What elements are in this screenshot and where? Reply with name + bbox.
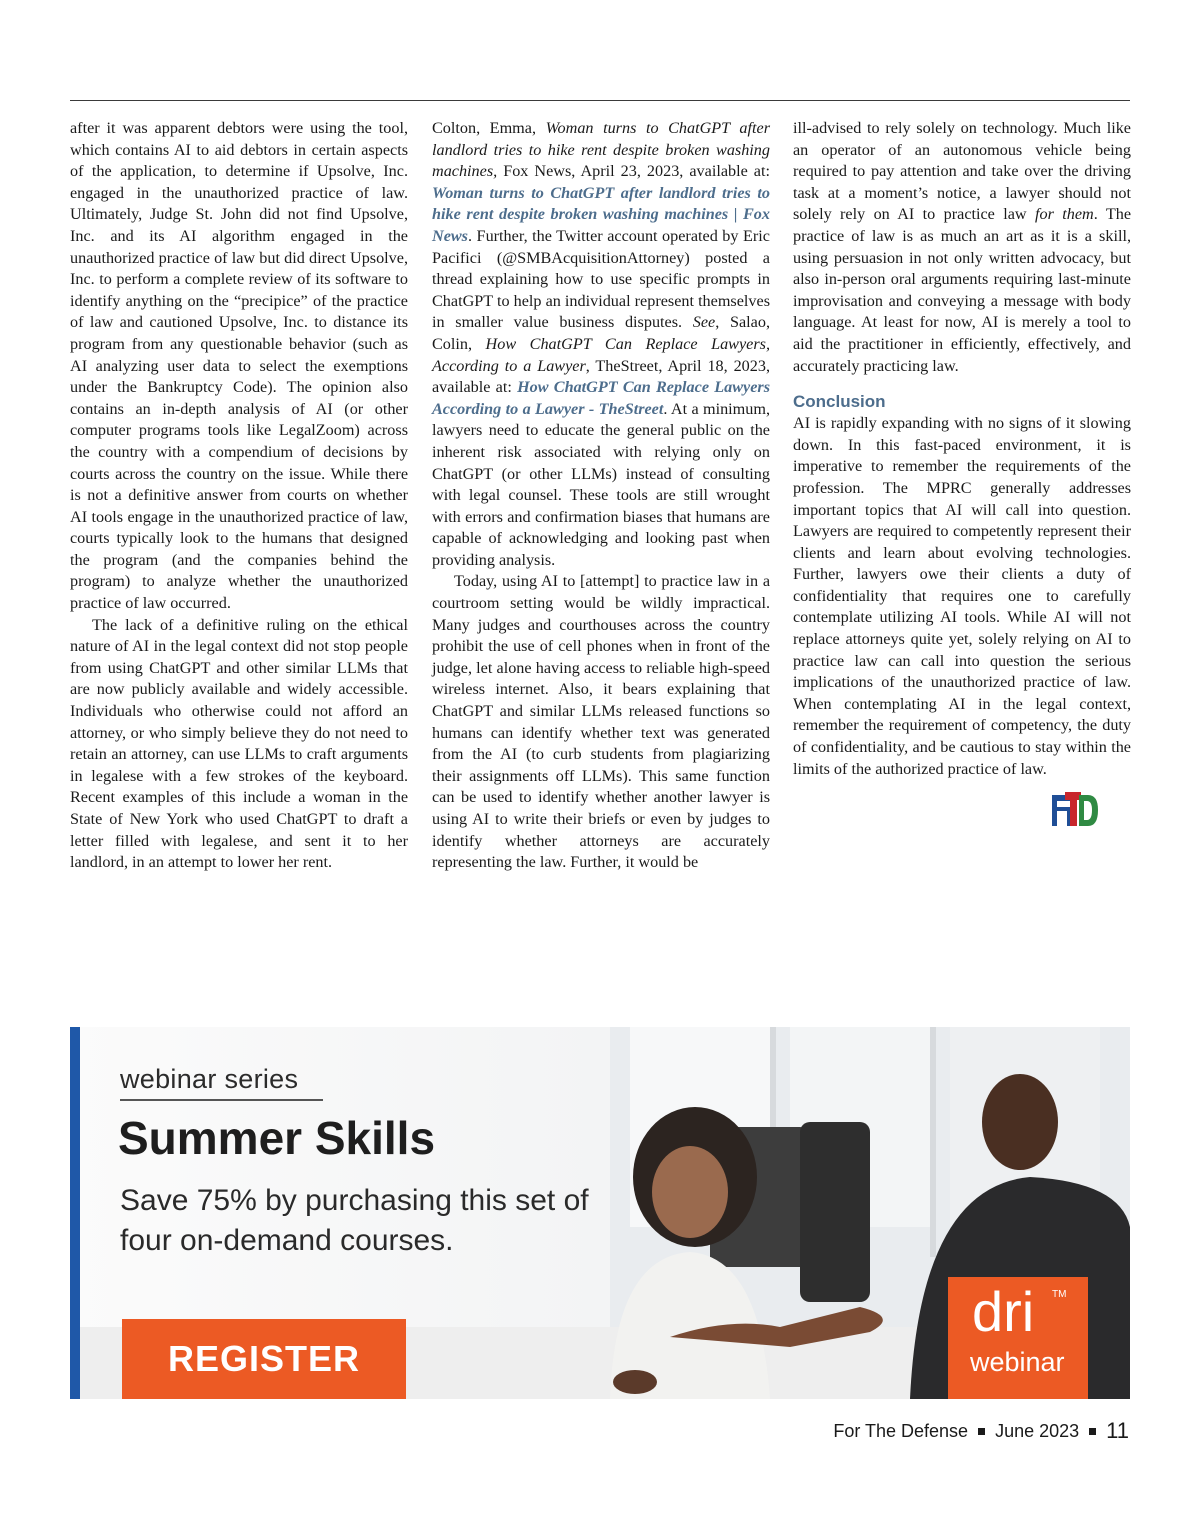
page-number: 11: [1106, 1418, 1129, 1443]
thestreet-link[interactable]: How ChatGPT Can Replace Lawyers According to a Lawyer - TheStreet: [432, 378, 770, 418]
brand-subtitle: webinar: [970, 1347, 1065, 1377]
citation-title: How ChatGPT Can Replace Lawyers, According to a Lawyer: [432, 334, 770, 375]
paragraph-text: . The practice of law is as much an art as it is a skill, using persuasion in not only written advocacy, but also in-person oral arguments requiring last-minute improvisation and conveying a message with body language. At least for now, AI is merely a tool to aid the practitioner in efficiently, effectively, and accurately practicing law.: [793, 205, 1132, 375]
trademark-mark: TM: [1052, 1289, 1067, 1300]
dri-webinar-logo: [948, 1277, 1088, 1399]
page-footer: [833, 1418, 1129, 1444]
register-button[interactable]: REGISTER: [122, 1319, 406, 1399]
ad-eyebrow: webinar series: [120, 1064, 299, 1094]
fox-news-link[interactable]: Woman turns to ChatGPT after landlord tries to hike rent despite broken washing machines | Fox News: [432, 183, 770, 245]
paragraph: after it was apparent debtors were using the tool, which contains AI to aid debtors in certain aspects of the application, to determine if Upsolve, Inc. engaged in the unauthorized practice of law. Ultimately, Judge St. John did not find Upsolve, Inc. and its AI algorithm engaged in the unauthorized practice of law but did direct Upsolve, Inc. to perform a complete review of its software to identify anything on the “precipice” of the practice of law and cautioned Upsolve, Inc. to distance its program from any questionable behavior (such as AI analyzing user data to select the exemptions under the Bankruptcy Code). The opinion also contains an in-depth analysis of AI (or other computer programs tools like LegalZoom) across the country with a compendium of decisions by courts across the country on the issue. While there is not a definitive answer from courts on whether AI tools engage in the unauthorized practice of law, courts typically look to the humans that designed the program (and the companies behind the program) to analyze whether the unauthorized practice of law occurred.: [70, 119, 408, 613]
article-column-1: [70, 118, 408, 874]
article-column-2: [432, 118, 770, 874]
ad-subtitle: Save 75% by purchasing this set of four on-demand courses.: [120, 1184, 589, 1257]
paragraph: AI is rapidly expanding with no signs of it slowing down. In this fast-paced environment, it is imperative to remember the requirements of the profession. The MPRC generally addresses important topics that AI will call into question. Lawyers are required to competently represent their clients and learn about evolving technologies. Further, lawyers owe their clients a duty of confidentiality that requires one to carefully contemplate utilizing AI tools. While AI will not replace attorneys quite yet, solely relying on AI to practice law can call into question the serious implications of the unauthorized practice of law. When contemplating AI in the legal context, remember the requirement of competency, the duty of confidentiality, and be cautious to stay within the limits of the authorized practice of law.: [793, 414, 1131, 778]
ad-accent-bar: [70, 1027, 80, 1399]
article-column-3: [793, 118, 1131, 826]
citation-text: Fox News, April 23, 2023, available at:: [497, 162, 770, 181]
end-mark: [793, 792, 1131, 826]
issue-date: June 2023: [995, 1420, 1080, 1441]
header-rule: [70, 100, 1130, 101]
citation-paragraph: [432, 118, 770, 571]
citation-text: . Further, the Twitter account operated by Eric Pacifici (@SMBAcquisitionAttorney) posted a thread explaining how to use specific prompts in ChatGPT to help an individual represent themselves in smaller value business disputes.: [432, 226, 770, 332]
section-heading-conclusion: Conclusion: [793, 392, 886, 412]
citation-title: Woman turns to ChatGPT after landlord tries to hike rent despite broken washing machines,: [432, 119, 771, 181]
separator-icon: [1089, 1428, 1096, 1435]
webinar-advertisement[interactable]: [70, 1027, 1130, 1399]
citation-text: . At a minimum, lawyers need to educate the general public on the inherent risk associated with relying only on ChatGPT (or other LLMs) instead of consulting with legal counsel. These tools are still wrought with errors and confirmation biases that humans are capable of acknowledging and looking past when providing analysis.: [432, 399, 770, 569]
ad-title: Summer Skills: [118, 1112, 436, 1164]
paragraph: Today, using AI to [attempt] to practice law in a courtroom setting would be wildly impractical. Many judges and courthouses across the country prohibit the use of cell phones when in front of the judge, let alone having access to reliable high-speed wireless internet. Also, it bears explaining that ChatGPT and similar LLMs released functions so humans can identify whether text was generated from the AI (to curb students from plagiarizing their assignments off LLMs). This same function can be used to identify whether another lawyer is using AI to write their briefs or even by judges to identify whether attorneys are accurately representing the law. Further, it would be: [432, 572, 770, 872]
brand-name: dri: [972, 1280, 1035, 1343]
paragraph: The lack of a definitive ruling on the ethical nature of AI in the legal context did not stop people from using ChatGPT and other similar LLMs that are now publicly available and widely accessible. Individuals who otherwise could not afford an attorney, or who simply believe they do not need to retain an attorney, can use LLMs to craft arguments in legalese with a few strokes of the keyboard. Recent examples of this include a woman in the State of New York who used ChatGPT to draft a letter filled with legalese, and sent it to her landlord, in an attempt to lower her rent.: [70, 615, 408, 872]
ftd-logo-icon: [1052, 792, 1098, 826]
ad-eyebrow-underline: [120, 1099, 323, 1101]
citation-text: , TheStreet, April 18, 2023, available at:: [432, 356, 770, 397]
paragraph: [793, 118, 1131, 377]
emphasis-text: for them: [1034, 205, 1094, 224]
citation-text: Colton, Emma,: [432, 119, 546, 137]
citation-text: , Salao, Colin,: [432, 313, 770, 353]
separator-icon: [978, 1428, 985, 1435]
publication-name: For The Defense: [833, 1420, 969, 1441]
see-signal: See: [692, 313, 716, 332]
paragraph-text: ill-advised to rely solely on technology. Much like an operator of an autonomous vehicle being required to pay attention and take over the driving task at a moment’s notice, a lawyer should not solely rely on AI to practice law: [793, 119, 1131, 224]
